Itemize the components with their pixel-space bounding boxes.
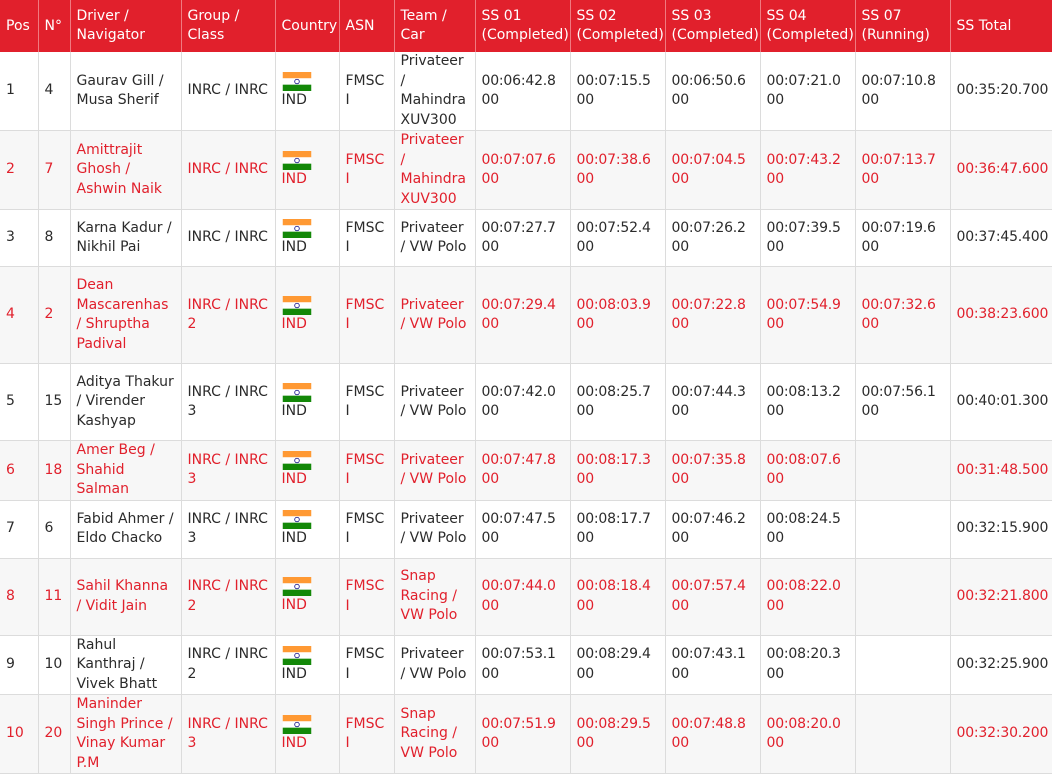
cell-total: 00:40:01.300 [950, 364, 1052, 441]
table-row[interactable] [0, 52, 1052, 131]
cell-asn: FMSCI [339, 635, 394, 695]
cell-ss07 [855, 558, 950, 635]
cell-asn: FMSCI [339, 558, 394, 635]
cell-ss04: 00:08:20.000 [760, 695, 855, 774]
country-code: IND [281, 91, 307, 108]
country-code: IND [281, 238, 307, 255]
cell-pos: 2 [0, 131, 38, 210]
cell-driver: Amer Beg / Shahid Salman [70, 441, 181, 501]
cell-number: 20 [38, 695, 70, 774]
cell-ss04: 00:08:07.600 [760, 441, 855, 501]
col-header-pos[interactable]: Pos [0, 0, 38, 52]
cell-ss01: 00:07:07.600 [475, 131, 570, 210]
col-header-country[interactable]: Country [275, 0, 339, 52]
country-code: IND [281, 597, 307, 614]
india-flag-icon [282, 72, 312, 91]
cell-team: Privateer / VW Polo [394, 267, 475, 364]
cell-country [275, 635, 339, 695]
cell-ss04: 00:08:24.500 [760, 500, 855, 558]
cell-group: INRC / INRC 3 [181, 500, 275, 558]
cell-ss01: 00:07:51.900 [475, 695, 570, 774]
cell-group: INRC / INRC 3 [181, 364, 275, 441]
cell-driver: Maninder Singh Prince / Vinay Kumar P.M [70, 695, 181, 774]
cell-number: 7 [38, 131, 70, 210]
cell-ss02: 00:08:17.700 [570, 500, 665, 558]
cell-group: INRC / INRC 2 [181, 558, 275, 635]
cell-team: Snap Racing / VW Polo [394, 695, 475, 774]
country-code: IND [281, 665, 307, 682]
cell-ss03: 00:07:22.800 [665, 267, 760, 364]
table-header [0, 0, 1052, 52]
cell-total: 00:37:45.400 [950, 210, 1052, 267]
country-code: IND [281, 471, 307, 487]
cell-asn: FMSCI [339, 441, 394, 501]
cell-ss03: 00:07:48.800 [665, 695, 760, 774]
cell-total: 00:35:20.700 [950, 52, 1052, 131]
cell-team: Privateer / VW Polo [394, 210, 475, 267]
cell-pos: 3 [0, 210, 38, 267]
cell-country [275, 210, 339, 267]
cell-total: 00:32:15.900 [950, 500, 1052, 558]
country-code: IND [281, 529, 307, 546]
cell-team: Privateer / VW Polo [394, 635, 475, 695]
cell-ss07: 00:07:56.100 [855, 364, 950, 441]
col-header-group[interactable]: Group / Class [181, 0, 275, 52]
table-row[interactable] [0, 364, 1052, 441]
cell-number: 2 [38, 267, 70, 364]
cell-total: 00:32:30.200 [950, 695, 1052, 774]
cell-ss02: 00:08:03.900 [570, 267, 665, 364]
cell-team: Privateer / Mahindra XUV300 [394, 52, 475, 131]
india-flag-icon [282, 296, 312, 315]
cell-team: Privateer / Mahindra XUV300 [394, 131, 475, 210]
col-header-ss02[interactable]: SS 02 (Completed) [570, 0, 665, 52]
cell-number: 4 [38, 52, 70, 131]
cell-country [275, 52, 339, 131]
cell-total: 00:32:21.800 [950, 558, 1052, 635]
cell-number: 11 [38, 558, 70, 635]
india-flag-icon [282, 510, 312, 529]
cell-ss03: 00:07:26.200 [665, 210, 760, 267]
cell-number: 8 [38, 210, 70, 267]
cell-country [275, 695, 339, 774]
cell-pos: 10 [0, 695, 38, 774]
cell-ss03: 00:06:50.600 [665, 52, 760, 131]
table-row[interactable] [0, 695, 1052, 774]
india-flag-icon [282, 451, 312, 470]
col-header-ss01[interactable]: SS 01 (Completed) [475, 0, 570, 52]
cell-ss04: 00:08:20.300 [760, 635, 855, 695]
cell-group: INRC / INRC 3 [181, 695, 275, 774]
table-row[interactable] [0, 131, 1052, 210]
cell-country [275, 558, 339, 635]
cell-driver: Fabid Ahmer / Eldo Chacko [70, 500, 181, 558]
cell-pos: 7 [0, 500, 38, 558]
cell-team: Privateer / VW Polo [394, 364, 475, 441]
cell-ss04: 00:07:39.500 [760, 210, 855, 267]
cell-number: 18 [38, 441, 70, 501]
cell-ss01: 00:07:47.800 [475, 441, 570, 501]
cell-ss04: 00:07:21.000 [760, 52, 855, 131]
cell-team: Privateer / VW Polo [394, 500, 475, 558]
col-header-team[interactable]: Team / Car [394, 0, 475, 52]
cell-group: INRC / INRC [181, 210, 275, 267]
cell-ss03: 00:07:57.400 [665, 558, 760, 635]
cell-ss04: 00:08:22.000 [760, 558, 855, 635]
cell-number: 10 [38, 635, 70, 695]
country-code: IND [281, 402, 307, 419]
cell-ss07: 00:07:19.600 [855, 210, 950, 267]
cell-ss03: 00:07:04.500 [665, 131, 760, 210]
cell-ss04: 00:07:54.900 [760, 267, 855, 364]
cell-pos: 5 [0, 364, 38, 441]
cell-ss01: 00:07:42.000 [475, 364, 570, 441]
cell-pos: 4 [0, 267, 38, 364]
cell-ss01: 00:07:53.100 [475, 635, 570, 695]
cell-driver: Dean Mascarenhas / Shruptha Padival [70, 267, 181, 364]
cell-asn: FMSCI [339, 210, 394, 267]
col-header-ss07[interactable]: SS 07 (Running) [855, 0, 950, 52]
india-flag-icon [282, 646, 312, 665]
country-code: IND [281, 315, 307, 332]
cell-ss07 [855, 500, 950, 558]
cell-pos: 9 [0, 635, 38, 695]
cell-total: 00:36:47.600 [950, 131, 1052, 210]
cell-ss03: 00:07:46.200 [665, 500, 760, 558]
table-row[interactable] [0, 500, 1052, 558]
cell-ss02: 00:07:15.500 [570, 52, 665, 131]
india-flag-icon [282, 219, 312, 238]
col-header-driver[interactable]: Driver / Navigator [70, 0, 181, 52]
cell-ss01: 00:07:29.400 [475, 267, 570, 364]
col-header-asn[interactable]: ASN [339, 0, 394, 52]
cell-ss01: 00:07:27.700 [475, 210, 570, 267]
cell-ss01: 00:07:44.000 [475, 558, 570, 635]
india-flag-icon [282, 577, 312, 596]
cell-asn: FMSCI [339, 364, 394, 441]
cell-country [275, 267, 339, 364]
cell-country [275, 131, 339, 210]
cell-asn: FMSCI [339, 267, 394, 364]
cell-team: Privateer / VW Polo [394, 441, 475, 501]
cell-ss02: 00:08:18.400 [570, 558, 665, 635]
cell-ss02: 00:08:17.300 [570, 441, 665, 501]
table-row[interactable] [0, 558, 1052, 635]
cell-driver: Aditya Thakur / Virender Kashyap [70, 364, 181, 441]
col-header-total[interactable]: SS Total [950, 0, 1052, 52]
cell-asn: FMSCI [339, 695, 394, 774]
col-header-ss04[interactable]: SS 04 (Completed) [760, 0, 855, 52]
cell-ss03: 00:07:44.300 [665, 364, 760, 441]
table-body [0, 52, 1052, 774]
cell-ss07: 00:07:13.700 [855, 131, 950, 210]
cell-pos: 6 [0, 441, 38, 501]
cell-country [275, 364, 339, 441]
cell-number: 15 [38, 364, 70, 441]
country-code: IND [281, 170, 307, 187]
cell-ss07: 00:07:32.600 [855, 267, 950, 364]
cell-team: Snap Racing / VW Polo [394, 558, 475, 635]
cell-ss02: 00:07:38.600 [570, 131, 665, 210]
cell-driver: Gaurav Gill / Musa Sherif [70, 52, 181, 131]
cell-group: INRC / INRC [181, 131, 275, 210]
india-flag-icon [282, 383, 312, 402]
cell-group: INRC / INRC 2 [181, 635, 275, 695]
cell-ss07 [855, 441, 950, 501]
cell-group: INRC / INRC [181, 52, 275, 131]
cell-ss01: 00:06:42.800 [475, 52, 570, 131]
col-header-number[interactable]: N° [38, 0, 70, 52]
cell-asn: FMSCI [339, 131, 394, 210]
table-row[interactable] [0, 635, 1052, 695]
cell-ss07 [855, 635, 950, 695]
cell-ss02: 00:07:52.400 [570, 210, 665, 267]
cell-number: 6 [38, 500, 70, 558]
cell-ss07 [855, 695, 950, 774]
cell-ss04: 00:08:13.200 [760, 364, 855, 441]
cell-group: INRC / INRC 3 [181, 441, 275, 501]
cell-ss02: 00:08:29.400 [570, 635, 665, 695]
header-row [0, 0, 1052, 52]
cell-total: 00:38:23.600 [950, 267, 1052, 364]
cell-ss01: 00:07:47.500 [475, 500, 570, 558]
india-flag-icon [282, 151, 312, 170]
cell-ss02: 00:08:29.500 [570, 695, 665, 774]
cell-asn: FMSCI [339, 500, 394, 558]
cell-ss04: 00:07:43.200 [760, 131, 855, 210]
cell-ss02: 00:08:25.700 [570, 364, 665, 441]
india-flag-icon [282, 715, 312, 734]
col-header-ss03[interactable]: SS 03 (Completed) [665, 0, 760, 52]
cell-driver: Rahul Kanthraj / Vivek Bhatt [70, 635, 181, 695]
cell-total: 00:32:25.900 [950, 635, 1052, 695]
cell-driver: Karna Kadur / Nikhil Pai [70, 210, 181, 267]
cell-driver: Sahil Khanna / Vidit Jain [70, 558, 181, 635]
cell-asn: FMSCI [339, 52, 394, 131]
table-row[interactable] [0, 267, 1052, 364]
cell-pos: 1 [0, 52, 38, 131]
cell-driver: Amittrajit Ghosh / Ashwin Naik [70, 131, 181, 210]
cell-country [275, 441, 339, 501]
table-row[interactable] [0, 210, 1052, 267]
cell-pos: 8 [0, 558, 38, 635]
country-code: IND [281, 734, 307, 751]
cell-ss03: 00:07:35.800 [665, 441, 760, 501]
cell-total: 00:31:48.500 [950, 441, 1052, 501]
cell-country [275, 500, 339, 558]
cell-ss03: 00:07:43.100 [665, 635, 760, 695]
cell-ss07: 00:07:10.800 [855, 52, 950, 131]
cell-group: INRC / INRC 2 [181, 267, 275, 364]
table-row[interactable] [0, 441, 1052, 501]
